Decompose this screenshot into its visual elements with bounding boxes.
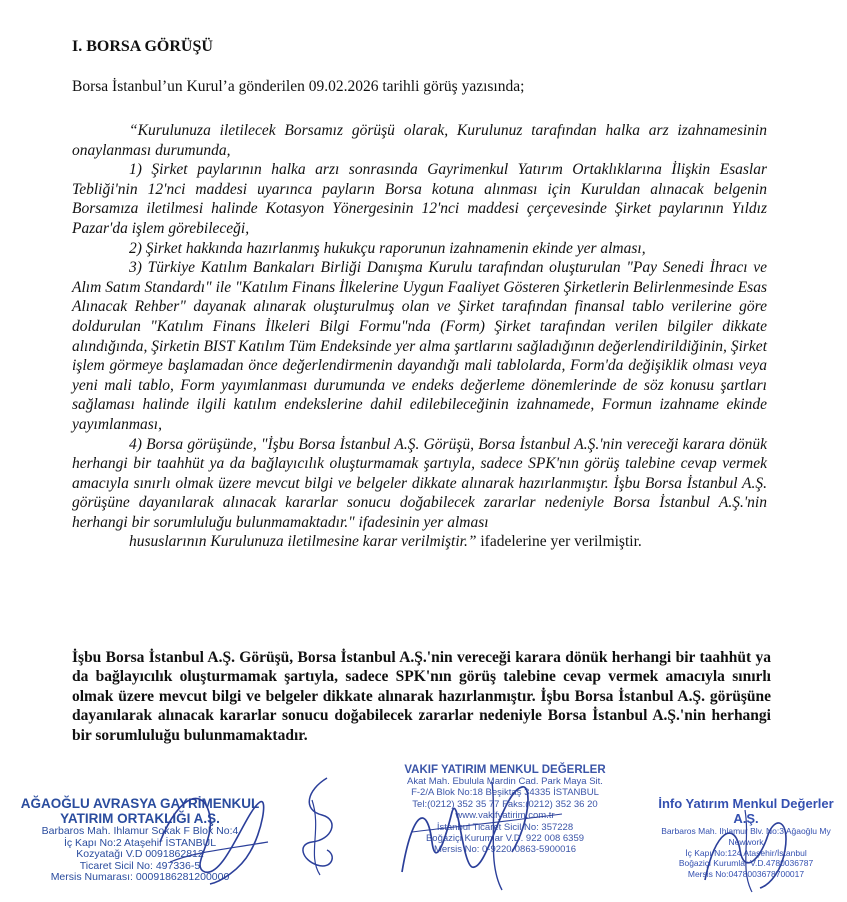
quote-opening: “Kurulunuza iletilecek Borsamız görüşü olarak, Kurulunuz tarafından halka arz izahnamesinin onaylanması durumunda, [72, 122, 767, 159]
vakif-stamp-tax: Boğaziçi Kurumlar V.D. 922 008 6359 [425, 833, 585, 845]
agaoglu-stamp-tax: Kozyatağı V.D 0091862812 [76, 848, 204, 861]
signature-2 [282, 770, 352, 880]
signature-1 [150, 772, 280, 892]
signature-3 [392, 772, 572, 892]
quoted-opinion [72, 121, 767, 552]
quote-closing [72, 532, 767, 552]
info-stamp-title: İnfo Yatırım Menkul Değerler A.Ş. [658, 796, 834, 826]
signature-4 [690, 800, 810, 895]
agaoglu-stamp-address-2: İç Kapı No:2 Ataşehir İSTANBUL [63, 836, 217, 849]
info-stamp-mersis: Mersis No:0478003678700017 [687, 869, 805, 880]
agaoglu-stamp-registry: Ticaret Sicil No: 497336-5 [79, 859, 201, 872]
intro-paragraph: Borsa İstanbul’un Kurul’a gönderilen 09.02.2026 tarihli görüş yazısında; [72, 78, 525, 95]
agaoglu-stamp-title-2: YATIRIM ORTAKLIĞI A.Ş. [60, 811, 220, 826]
bold-disclaimer: İşbu Borsa İstanbul A.Ş. Görüşü, Borsa İstanbul A.Ş.'nin vereceği karara dönük herhangi bir taahhüt ya da bağlayıcılık oluşturmamak şartıyla, sadece SPK'nın görüş talebine cevap vermek amacıyla sınırlı olmak üzere mevcut bilgi ve belgeler dikkate alınarak hazırlanmıştır. İşbu Borsa İstanbul A.Ş. görüşüne dayanılarak alınacak kararlar sonucu doğabilecek zararlar nedeniyle Borsa İstanbul A.Ş.'nin herhangi bir sorumluluğu bulunmamaktadır. [72, 649, 771, 744]
vakif-stamp-address-1: Akat Mah. Ebulula Mardin Cad. Park Maya Sit. [407, 776, 603, 787]
vakif-stamp-phone: Tel:(0212) 352 35 77 Faks:(0212) 352 36 20 [412, 798, 598, 810]
quote-item-4: 4) Borsa görüşünde, "İşbu Borsa İstanbul A.Ş. Görüşü, Borsa İstanbul A.Ş.'nin vereceği karara dönük herhangi bir taahhüt ya da bağlayıcılık oluşturmamak şartıyla, sadece SPK'nın görüş talebine cevap vermek amacıyla sınırlı olmak üzere mevcut bilgi ve belgeler dikkate alınarak hazırlanmıştır. İşbu Borsa İstanbul A.Ş. görüşüne dayanılarak alınacak kararlar sonucu doğabilecek zararlar nedeniyle Borsa İstanbul A.Ş.'nin herhangi bir sorumluluğu bulunmamaktadır." ifadesinin yer alması [72, 435, 767, 531]
vakif-stamp-registry: İstanbul Ticaret Sicil No: 357228 [436, 821, 574, 833]
agaoglu-stamp-mersis: Mersis Numarası: 0009186281200000 [50, 871, 230, 884]
quote-item-2: 2) Şirket hakkında hazırlanmış hukukçu raporunun izahnamenin ekinde yer alması, [129, 239, 646, 257]
agaoglu-stamp-title-1: AĞAOĞLU AVRASYA GAYRİMENKUL [20, 796, 260, 811]
section-heading: I. BORSA GÖRÜŞÜ [72, 38, 213, 55]
quote-closing-tail: ifadelerine yer verilmiştir. [476, 533, 642, 551]
quote-item-3: 3) Türkiye Katılım Bankaları Birliği Danışma Kurulu tarafından oluşturulan "Pay Senedi İhracı ve Alım Satım Standardı" ile "Katılım Finans İlkelerine Uygun Faaliyet Gösteren Şirketlerin Belirlenmesinde Esas Alınacak Rehber" dayanak alınarak oluşturulmuş olan ve Şirket tarafından finansal tablo verilerine göre doldurulan "Katılım Finans İlkeleri Bilgi Formu"nda (Form) Şirket tarafından verilen bilgiler dikkate alındığında, Şirketin BIST Katılım Tüm Endeksinde yer alma şartlarını sağladığının değerlendirildiğinin, Şirket işlem görmeye başlamadan önce değerlendirmenin dayandığı mali tablolarda, Form'da değişiklik olması veya yeni mali tablo, Form yayımlanması durumunda ve endeks değerleme dönemlerinde de söz konusu şartları sağlaması halinde ilgili katılım endekslerine dahil edilebileceğinin izahnamede, Formun izahname ekinde yayımlanması, [72, 259, 767, 433]
quote-closing-italic: hususlarının Kurulunuza iletilmesine karar verilmiştir.” [129, 533, 477, 551]
vakif-stamp-address-2: F-2/A Blok No:18 Beşiktaş 34335 İSTANBUL [411, 787, 599, 799]
info-stamp-tax: Boğaziçi Kurumlar V.D.4780036787 [678, 858, 814, 869]
vakif-stamp-mersis: Mersis No: 0-9220-0863-5900016 [433, 844, 577, 856]
agaoglu-stamp-address-1: Barbaros Mah. Ihlamur Sokak F Blok No:4 [41, 825, 239, 837]
vakif-stamp-website: www.vakifyatirim.com.tr [455, 810, 555, 822]
vakif-stamp-title: VAKIF YATIRIM MENKUL DEĞERLER [404, 764, 606, 776]
info-stamp-address-1: Barbaros Mah. Ihlamur Blv. No:3 Ağaoğlu My Newwork [661, 826, 831, 847]
info-stamp-address-2: İç Kapı No:124 Ataşehir/İstanbul [685, 847, 807, 858]
quote-item-1: 1) Şirket paylarının halka arzı sonrasında Gayrimenkul Yatırım Ortaklıklarına İlişkin Esaslar Tebliği'nin 12'nci maddesi uyarınca payların Borsa kotuna alınması için Kuruldan alınacak belgenin Borsamıza iletilmesi halinde Kotasyon Yönergesinin 12'nci maddesi çerçevesinde Şirket paylarının Yıldız Pazar'da işlem görebileceği, [72, 161, 767, 237]
